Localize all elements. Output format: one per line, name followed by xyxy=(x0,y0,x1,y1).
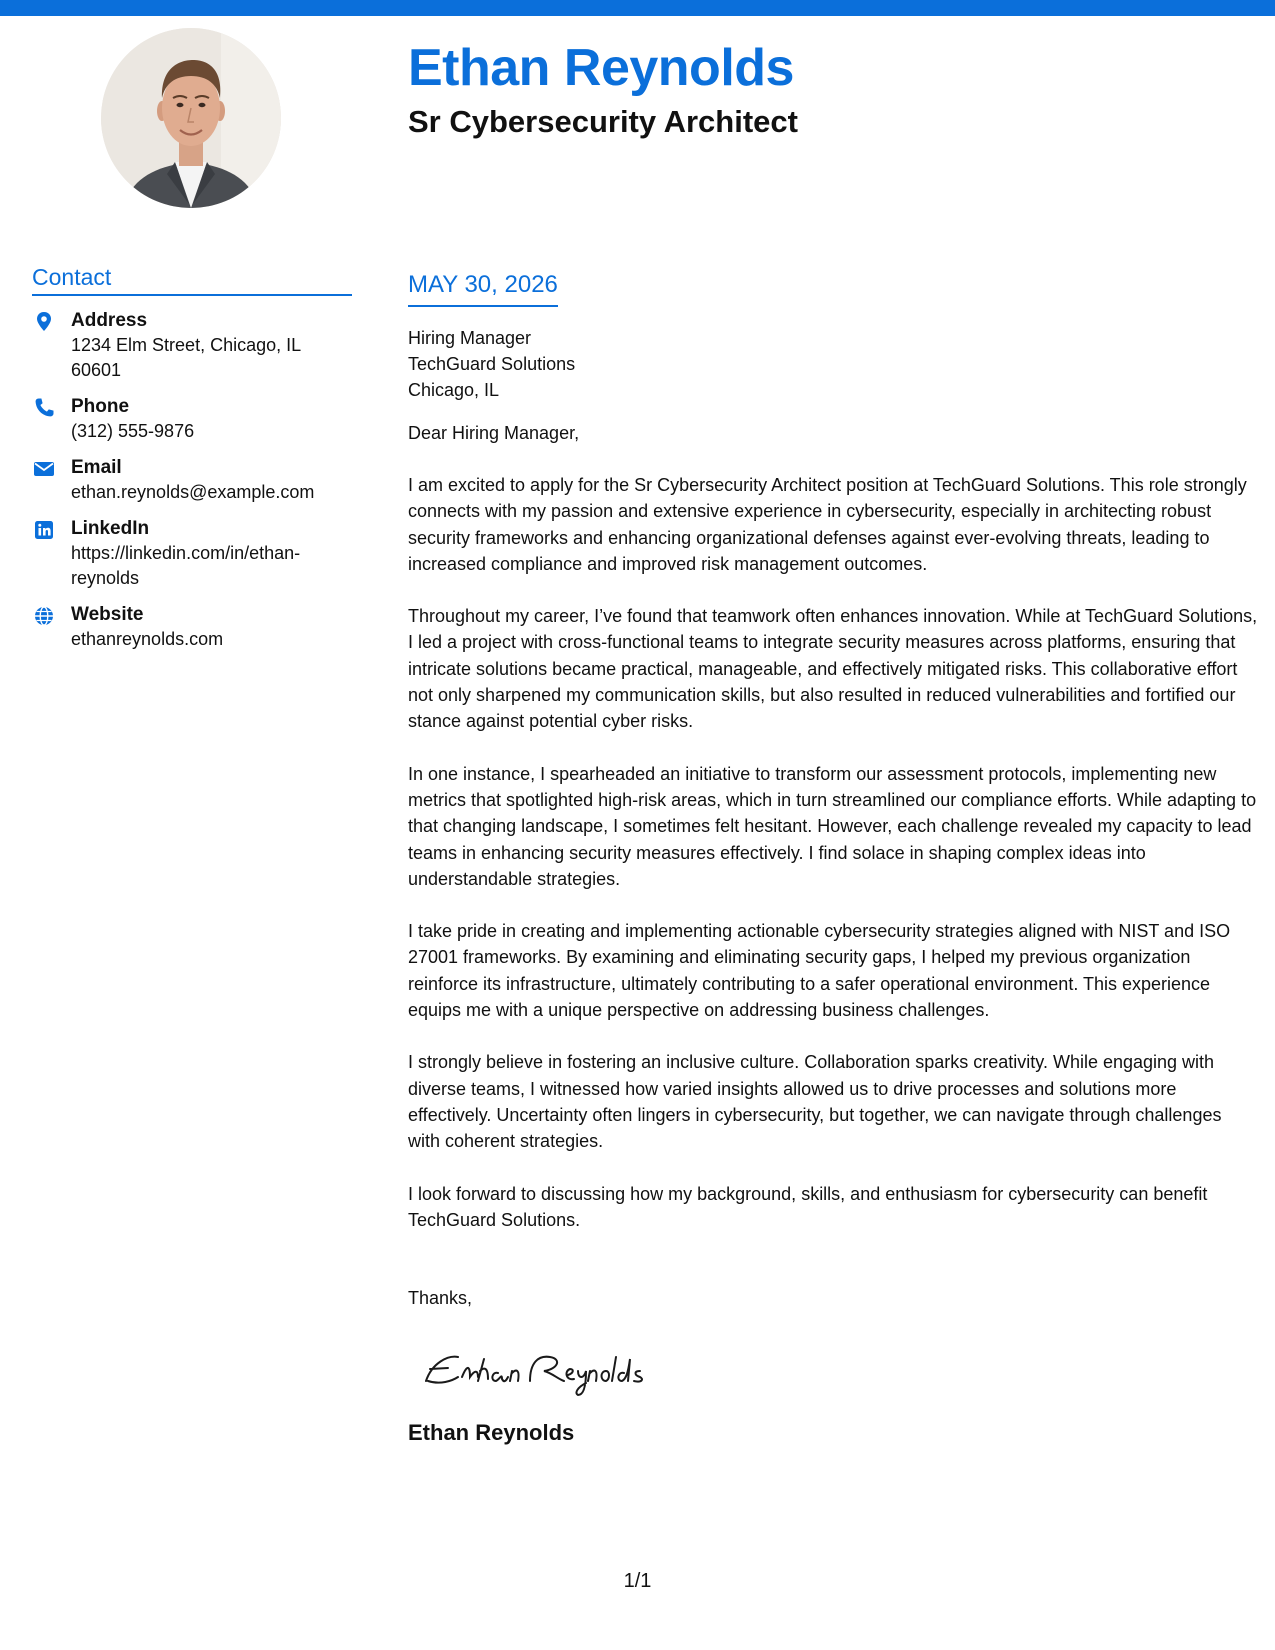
website-value[interactable]: ethanreynolds.com xyxy=(71,628,224,649)
closing: Thanks, xyxy=(408,1288,473,1309)
top-accent-bar xyxy=(0,0,1275,16)
paragraph: I am excited to apply for the Sr Cybersecurity Architect position at TechGuard Solutions. This role strongly connects with my passion and extensive experience in cybersecurity, especially in architecting robust security frameworks and enhancing organizational defenses against ever-evolving threats, leading to increased compliance and improved risk management outcomes. xyxy=(408,475,1247,574)
recipient-block xyxy=(408,325,1258,403)
contact-website xyxy=(32,602,352,652)
address-line-2: 60601 xyxy=(71,359,122,380)
applicant-name: Ethan Reynolds xyxy=(408,39,794,97)
page-number: 1/1 xyxy=(623,1570,652,1592)
phone-value[interactable]: (312) 555-9876 xyxy=(71,420,195,441)
handwritten-signature xyxy=(418,1333,668,1403)
linkedin-url-line-2[interactable]: reynolds xyxy=(71,567,140,588)
email-value[interactable]: ethan.reynolds@example.com xyxy=(71,481,315,502)
recipient-line: TechGuard Solutions xyxy=(408,354,576,374)
paragraph: Throughout my career, I’ve found that teamwork often enhances innovation. While at TechGuard Solutions, I led a project with cross-functional teams to integrate security measures across platforms, ensuring that intricate solutions became practical, manageable, and effectively mitigated risks. This collaborative effort not only sharpened my communication skills, but also resulted in reduced vulnerabilities and fortified our stance against potential cyber risks. xyxy=(408,606,1258,732)
profile-photo xyxy=(101,28,281,208)
cover-letter xyxy=(408,268,1258,1448)
salutation: Dear Hiring Manager, xyxy=(408,423,580,443)
profile-photo-illustration xyxy=(101,28,281,208)
paragraph: I take pride in creating and implementing actionable cybersecurity strategies aligned with NIST and ISO 27001 frameworks. By examining and eliminating security gaps, I helped my previous organization reinforce its infrastructure, ultimately contributing to a safer operational environment. This experience equips me with a unique perspective on addressing business challenges. xyxy=(408,921,1231,1021)
map-pin-icon xyxy=(32,310,56,334)
contact-linkedin xyxy=(32,516,352,591)
phone-label: Phone xyxy=(71,395,130,417)
contact-phone xyxy=(32,394,352,444)
job-title: Sr Cybersecurity Architect xyxy=(408,104,798,139)
address-label: Address xyxy=(71,309,148,331)
globe-icon xyxy=(32,604,56,628)
contact-heading: Contact xyxy=(32,264,352,296)
contact-address xyxy=(32,308,352,383)
email-label: Email xyxy=(71,456,122,478)
paragraph: I strongly believe in fostering an inclusive culture. Collaboration sparks creativity. While engaging with diverse teams, I witnessed how varied insights allowed us to drive processes and solutions more effectively. Uncertainty often lingers in cybersecurity, but together, we can navigate through challenges with coherent strategies. xyxy=(408,1052,1222,1152)
contact-email xyxy=(32,455,352,505)
linkedin-label: LinkedIn xyxy=(71,517,150,539)
linkedin-icon xyxy=(32,518,56,542)
address-line-1: 1234 Elm Street, Chicago, IL xyxy=(71,334,302,355)
paragraph: In one instance, I spearheaded an initiative to transform our assessment protocols, implementing new metrics that spotlighted high-risk areas, which in turn streamlined our compliance efforts. While adapting to that changing landscape, I sometimes felt hesitant. However, each challenge revealed my capacity to lead teams in enhancing security measures effectively. I find solace in shaping complex ideas into understandable strategies. xyxy=(408,763,1257,889)
contact-sidebar xyxy=(32,264,352,663)
signer-name: Ethan Reynolds xyxy=(408,1420,575,1446)
recipient-line: Hiring Manager xyxy=(408,328,532,348)
recipient-line: Chicago, IL xyxy=(408,380,500,400)
linkedin-url-line-1[interactable]: https://linkedin.com/in/ethan- xyxy=(71,542,301,563)
paragraph: I look forward to discussing how my background, skills, and enthusiasm for cybersecurity can benefit TechGuard Solutions. xyxy=(408,1183,1208,1230)
phone-icon xyxy=(32,396,56,420)
letter-date: MAY 30, 2026 xyxy=(408,268,558,307)
envelope-icon xyxy=(32,457,56,481)
website-label: Website xyxy=(71,603,144,625)
